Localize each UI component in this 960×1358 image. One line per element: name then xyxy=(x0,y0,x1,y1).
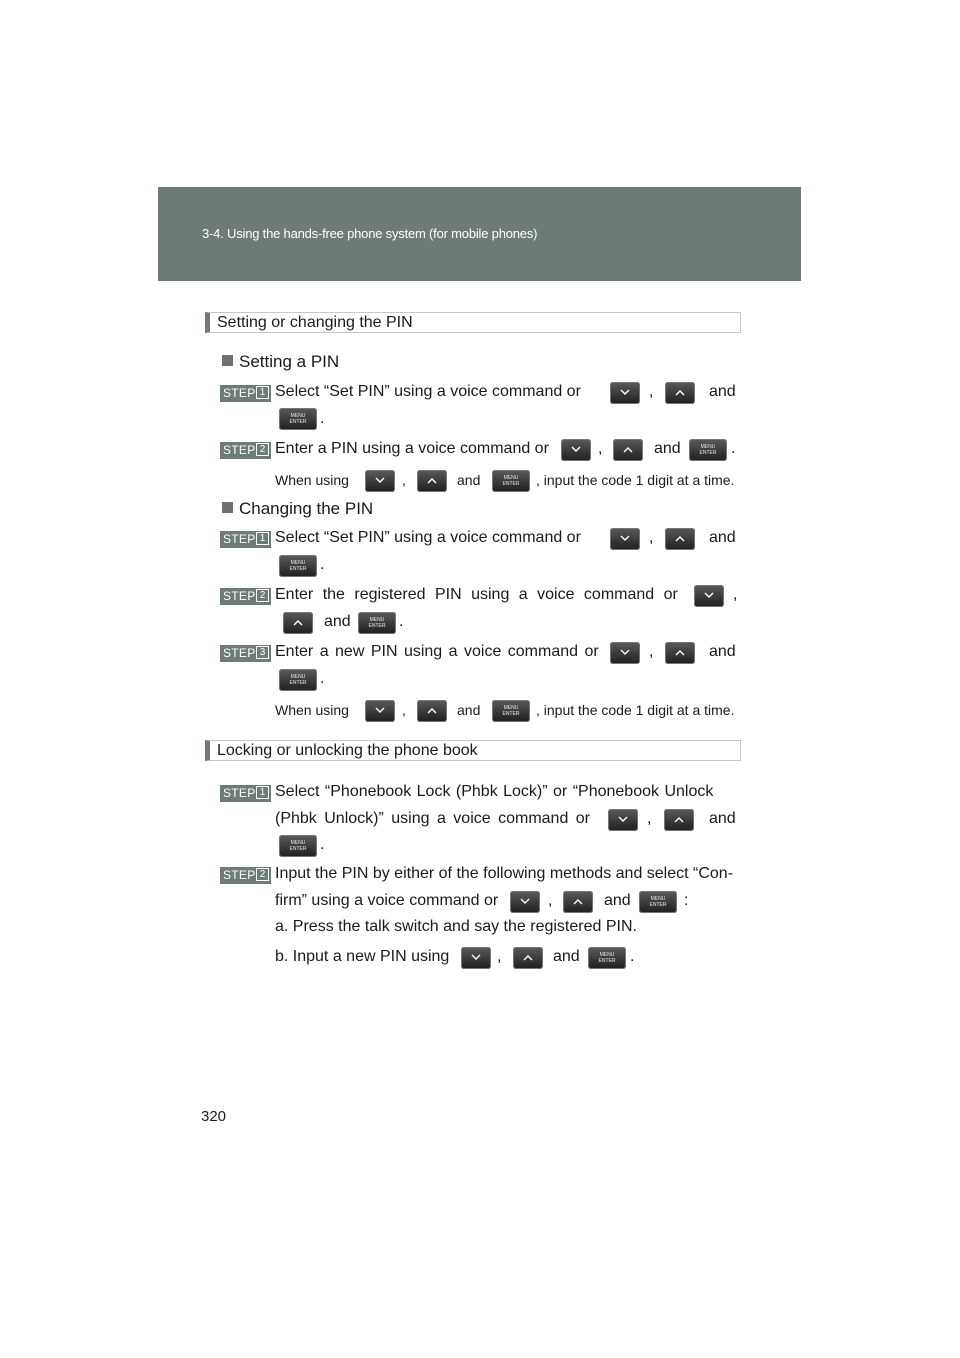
instruction-text: Enter the registered PIN using a voice command or xyxy=(275,586,678,603)
up-button-icon xyxy=(417,470,447,492)
section-breadcrumb: 3-4. Using the hands-free phone system (for mobile phones) xyxy=(202,226,538,241)
instruction-text: Enter a new PIN using a voice command or xyxy=(275,643,599,660)
down-button-icon xyxy=(610,642,640,664)
section-title: Locking or unlocking the phone book xyxy=(217,742,478,759)
down-button-icon xyxy=(365,700,395,722)
step-badge: STEP 2 xyxy=(220,867,271,884)
menu-enter-button-icon: MENU ENTER xyxy=(639,891,677,913)
option-b-text: b. Input a new PIN using xyxy=(275,948,450,965)
up-button-icon xyxy=(513,947,543,969)
page-number: 320 xyxy=(201,1108,227,1125)
up-button-icon xyxy=(665,642,695,664)
section-heading-pin xyxy=(205,312,741,333)
instruction-text: Input the PIN by either of the following methods and select “Con- xyxy=(275,865,734,882)
down-button-icon xyxy=(510,891,540,913)
menu-enter-button-icon: MENU ENTER xyxy=(492,470,530,492)
note-text: When using xyxy=(275,472,349,488)
up-button-icon xyxy=(613,439,643,461)
menu-enter-button-icon: MENU ENTER xyxy=(279,555,317,577)
header-band xyxy=(158,187,801,281)
note-text: When using xyxy=(275,702,349,718)
subheading-setting-pin: Setting a PIN xyxy=(222,352,339,372)
instruction-text: firm” using a voice command or xyxy=(275,892,499,909)
option-a-text: a. Press the talk switch and say the registered PIN. xyxy=(275,918,637,935)
step-badge: STEP 1 xyxy=(220,785,271,802)
menu-enter-button-icon: MENU ENTER xyxy=(279,835,317,857)
down-button-icon xyxy=(608,809,638,831)
square-bullet-icon xyxy=(222,355,233,366)
instruction-text: (Phbk Unlock)” using a voice command or xyxy=(275,810,591,827)
up-button-icon xyxy=(283,612,313,634)
step-badge: STEP 1 xyxy=(220,531,271,548)
menu-enter-button-icon: MENU ENTER xyxy=(588,947,626,969)
down-button-icon xyxy=(610,528,640,550)
step-badge: STEP 3 xyxy=(220,645,271,662)
menu-enter-button-icon: MENU ENTER xyxy=(279,669,317,691)
down-button-icon xyxy=(461,947,491,969)
menu-enter-button-icon: MENU ENTER xyxy=(492,700,530,722)
step-badge: STEP 2 xyxy=(220,442,271,459)
up-button-icon xyxy=(665,528,695,550)
square-bullet-icon xyxy=(222,502,233,513)
down-button-icon xyxy=(365,470,395,492)
menu-enter-button-icon: MENU ENTER xyxy=(279,408,317,430)
down-button-icon xyxy=(610,382,640,404)
menu-enter-button-icon: MENU ENTER xyxy=(358,612,396,634)
menu-enter-button-icon: MENU ENTER xyxy=(689,439,727,461)
instruction-text: Select “Phonebook Lock (Phbk Lock)” or “Phonebook Unlock xyxy=(275,783,714,800)
down-button-icon xyxy=(694,585,724,607)
step-badge: STEP 2 xyxy=(220,588,271,605)
instruction-text: Select “Set PIN” using a voice command or xyxy=(275,383,581,400)
step-badge: STEP 1 xyxy=(220,385,271,402)
subheading-changing-pin: Changing the PIN xyxy=(222,499,373,519)
up-button-icon xyxy=(563,891,593,913)
instruction-text: Enter a PIN using a voice command or xyxy=(275,440,549,457)
up-button-icon xyxy=(665,382,695,404)
up-button-icon xyxy=(664,809,694,831)
section-title: Setting or changing the PIN xyxy=(217,314,413,331)
up-button-icon xyxy=(417,700,447,722)
section-heading-phonebook-lock xyxy=(205,740,741,761)
instruction-text: Select “Set PIN” using a voice command or xyxy=(275,529,581,546)
down-button-icon xyxy=(561,439,591,461)
